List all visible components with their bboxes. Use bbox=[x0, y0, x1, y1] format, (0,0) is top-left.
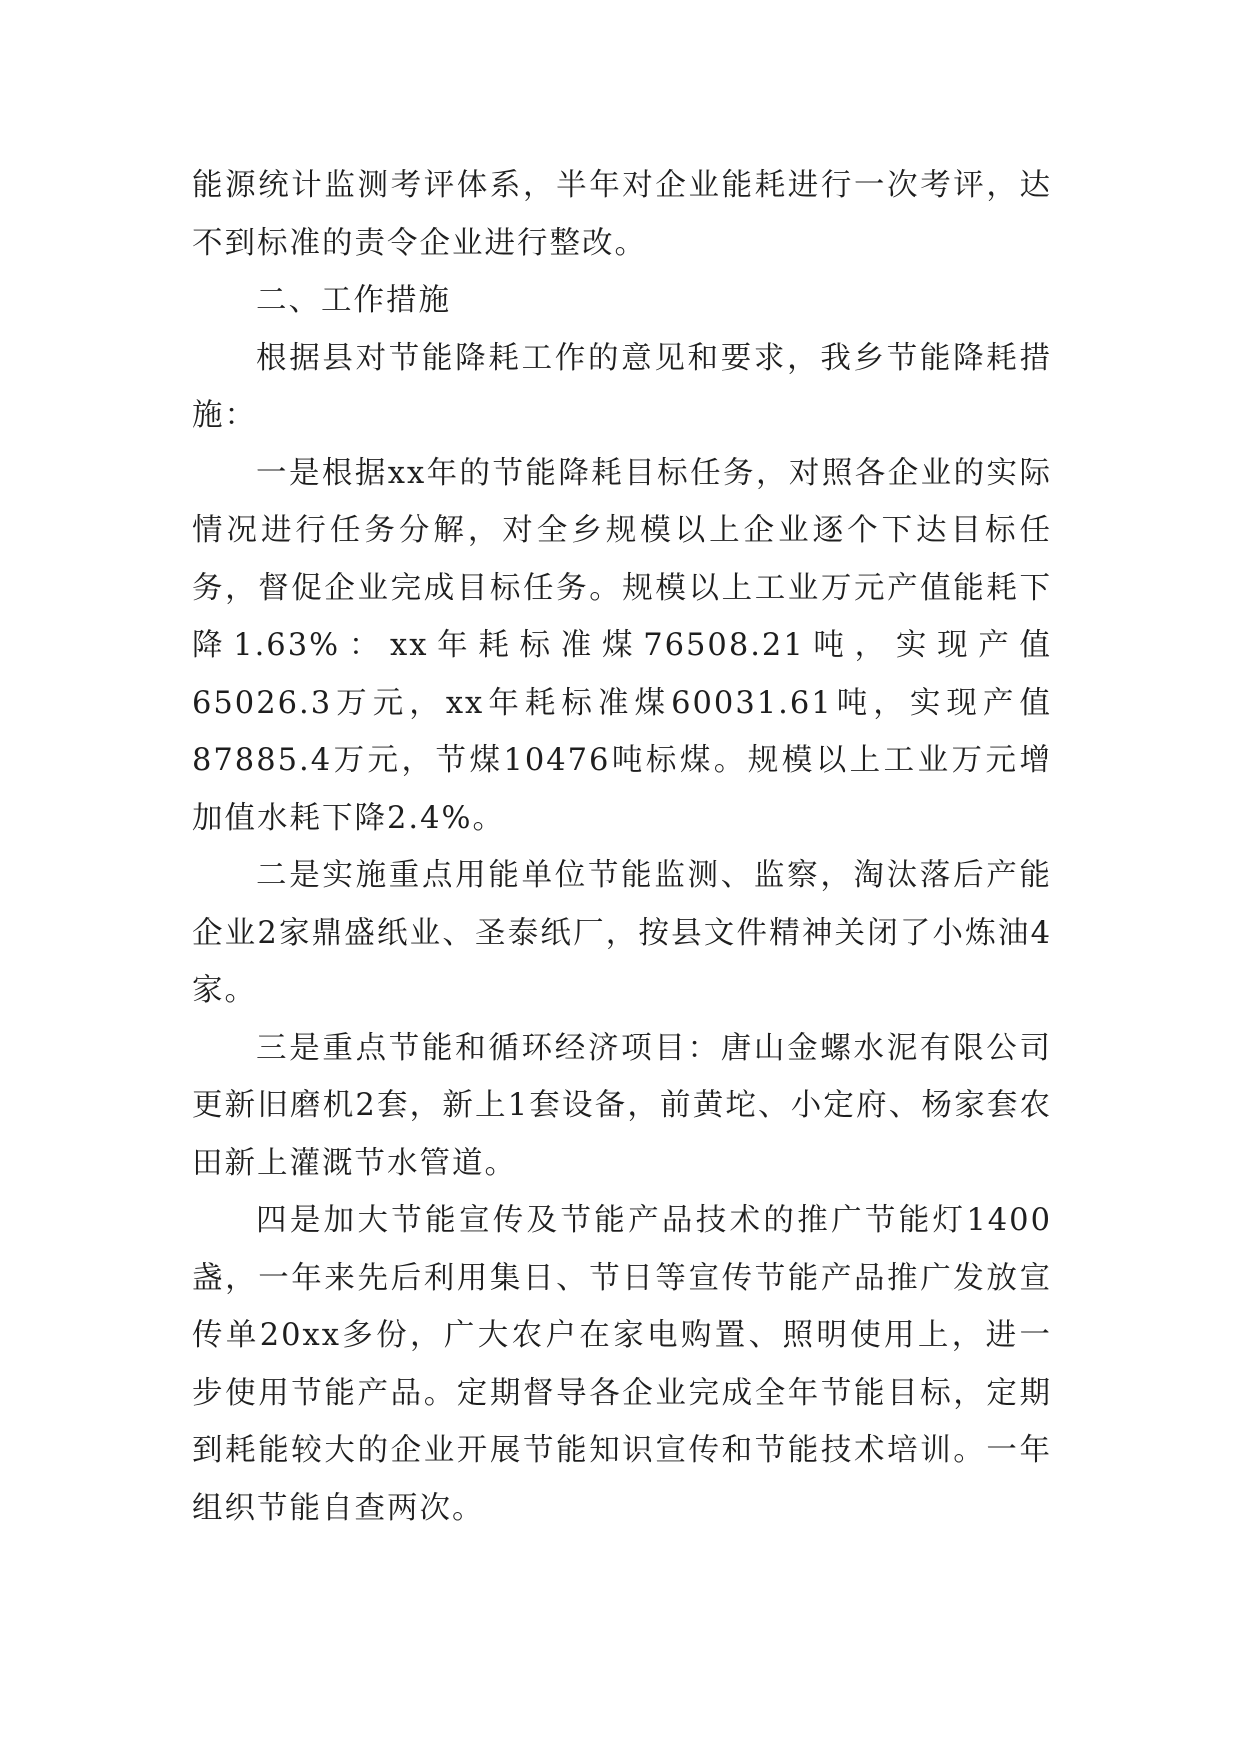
paragraph-measure-1: 一是根据xx年的节能降耗目标任务，对照各企业的实际情况进行任务分解，对全乡规模以上企业逐个下达目标任务，督促企业完成目标任务。规模以上工业万元产值能耗下降1.63%：xx年耗标准煤76508.21吨，实现产值65026.3万元，xx年耗标准煤60031.61吨，实现产值87885.4万元，节煤10476吨标煤。规模以上工业万元增加值水耗下降2.4%。 bbox=[192, 455, 1052, 836]
paragraph-measure-2: 二是实施重点用能单位节能监测、监察，淘汰落后产能企业2家鼎盛纸业、圣泰纸厂，按县文件精神关闭了小炼油4家。 bbox=[192, 858, 1052, 1008]
section-heading-work-measures: 二、工作措施 bbox=[256, 283, 451, 318]
document-body bbox=[192, 157, 1052, 1537]
paragraph-intro: 根据县对节能降耗工作的意见和要求，我乡节能降耗措施： bbox=[192, 340, 1052, 433]
paragraph-measure-4: 四是加大节能宣传及节能产品技术的推广节能灯1400盏，一年来先后利用集日、节日等宣传节能产品推广发放宣传单20xx多份，广大农户在家电购置、照明使用上，进一步使用节能产品。定期督导各企业完成全年节能目标，定期到耗能较大的企业开展节能知识宣传和节能技术培训。一年组织节能自查两次。 bbox=[192, 1203, 1052, 1526]
paragraph-measure-3: 三是重点节能和循环经济项目：唐山金螺水泥有限公司更新旧磨机2套，新上1套设备，前黄坨、小定府、杨家套农田新上灌溉节水管道。 bbox=[192, 1030, 1052, 1181]
paragraph-continuation: 能源统计监测考评体系，半年对企业能耗进行一次考评，达不到标准的责令企业进行整改。 bbox=[192, 168, 1052, 261]
